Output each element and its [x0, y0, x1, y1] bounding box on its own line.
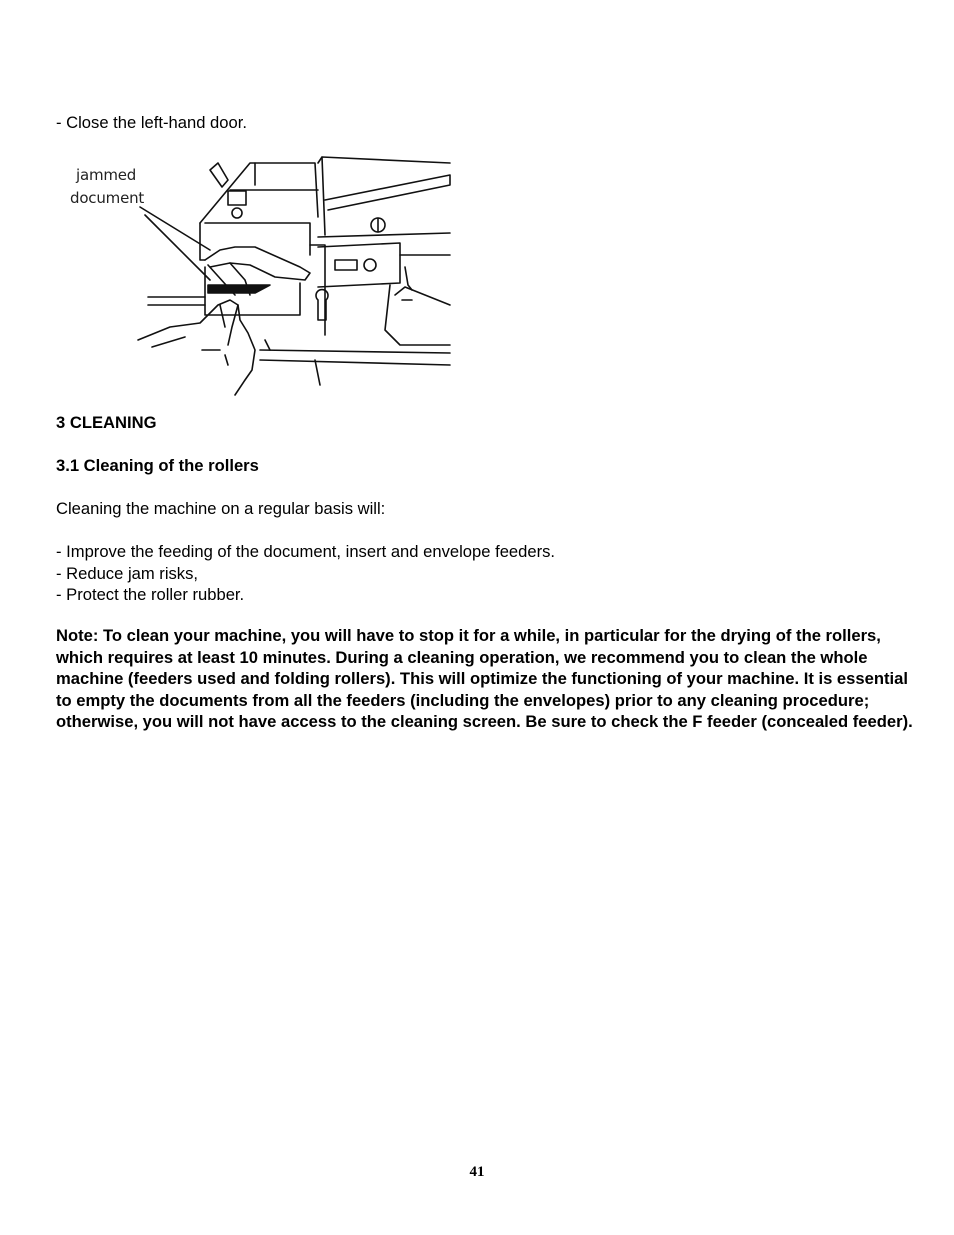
benefit-item: - Reduce jam risks, [56, 564, 199, 583]
label-plate-top [228, 191, 246, 205]
section-heading: 3 CLEANING [56, 413, 157, 432]
lever-top [210, 163, 228, 187]
jam-diagram [60, 155, 460, 400]
jammed-document [208, 285, 270, 293]
intro-step: - Close the left-hand door. [56, 113, 247, 132]
benefit-item: - Improve the feeding of the document, insert and envelope feeders. [56, 542, 556, 561]
callout-label-jammed: jammed [76, 166, 137, 184]
callout-label-document: document [70, 189, 145, 207]
knob-top [232, 208, 242, 218]
cleaning-note: Note: To clean your machine, you will have to stop it for a while, in particular for the drying of the rollers, which requires at least 10 minutes. During a cleaning operation, we recommend you to clean the whole machine (feeders used and folding rollers). This will optimize the functioning of your machine. It is essential to empty the documents from all the feeders (including the envelopes) prior to any cleaning procedure; otherwise, you will not have access to the cleaning screen. Be sure to check the F feeder (concealed feeder). [56, 626, 913, 732]
lead-text: Cleaning the machine on a regular basis will: [56, 499, 386, 518]
key-hole [316, 290, 328, 320]
subsection-heading: 3.1 Cleaning of the rollers [56, 456, 259, 475]
benefit-item: - Protect the roller rubber. [56, 585, 245, 604]
jam-flap [205, 247, 310, 280]
right-cover [325, 175, 450, 210]
label-plate-side [335, 260, 357, 270]
side-lever [395, 287, 450, 305]
page-number: 41 [469, 1164, 485, 1180]
knob-side [364, 259, 376, 271]
